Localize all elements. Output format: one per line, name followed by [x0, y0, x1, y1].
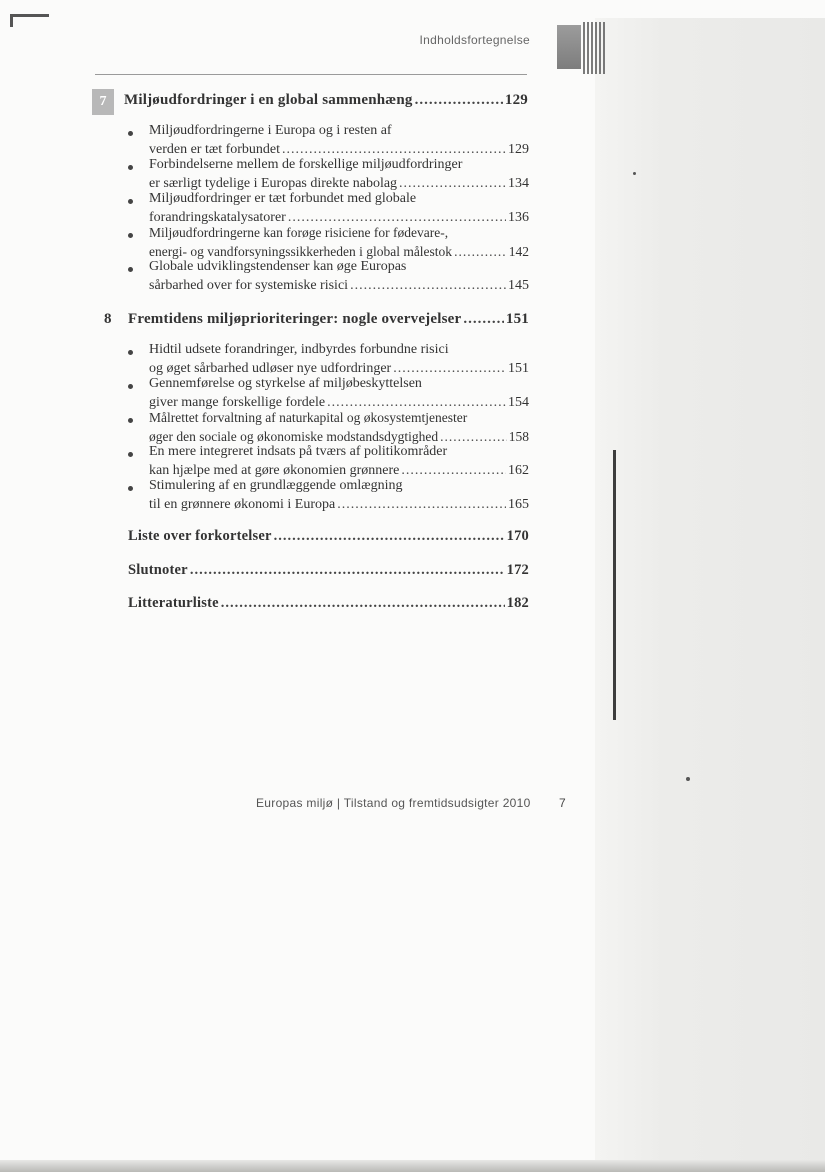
toc-item-page: 165: [508, 497, 529, 512]
toc-item-page: 134: [508, 176, 529, 191]
toc-item-line: Hidtil udsete forandringer, indbyrdes forbundne risici: [149, 342, 449, 357]
bullet: [128, 165, 133, 170]
crop-mark: [10, 14, 49, 27]
thumb-tab-ticks: [583, 22, 605, 74]
toc-item-line: forandringskatalysatorer: [149, 210, 286, 225]
dot-leader: [337, 496, 506, 514]
toc-item-line: sårbarhed over for systemiske risici: [149, 278, 349, 293]
toc-abbreviations[interactable]: [128, 528, 529, 545]
chapter-number-badge: 7: [92, 89, 114, 115]
toc-item-page: 136: [508, 210, 529, 225]
scan-speck: [633, 172, 636, 175]
chapter-title: Fremtidens miljøprioriteringer: nogle overvejelser: [128, 311, 462, 327]
bullet: [128, 350, 133, 355]
toc-item-line: Målrettet forvaltning af naturkapital og økosystemtjenester: [149, 410, 468, 425]
bullet: [128, 233, 133, 238]
bullet: [128, 131, 133, 136]
toc-item-page: 162: [508, 463, 529, 478]
back-matter-page: 170: [506, 528, 529, 544]
toc-item-line: øger den sociale og økonomiske modstandsdygtighed: [149, 429, 439, 444]
toc-item-line: En mere integreret indsats på tværs af politikområder: [149, 444, 448, 459]
toc-item-page: 145: [508, 278, 529, 293]
dot-leader: [274, 528, 505, 545]
dot-leader: [190, 562, 505, 579]
toc-endnotes[interactable]: [128, 562, 529, 579]
toc-item-line: Forbindelserne mellem de forskellige miljøudfordringer: [149, 157, 463, 172]
back-matter-title: Liste over forkortelser: [128, 528, 272, 544]
chapter-page: 129: [504, 92, 528, 108]
toc-item-line: Gennemførelse og styrkelse af miljøbeskyttelsen: [149, 376, 422, 391]
toc-item-page: 129: [508, 142, 529, 157]
thumb-tab: [557, 25, 581, 69]
toc-item-page: 154: [508, 395, 529, 410]
dot-leader: [440, 428, 507, 446]
chapter-page: 151: [505, 311, 529, 327]
scan-speck: [686, 777, 690, 781]
toc-item-page: 142: [508, 244, 529, 259]
toc-item-line: Miljøudfordringerne kan forøge risiciene for fødevare-,: [149, 225, 449, 240]
chapter-title: Miljøudfordringer i en global sammenhæng: [124, 92, 413, 108]
toc-chapter-8[interactable]: [128, 311, 529, 328]
running-header: Indholdsfortegnelse: [419, 33, 530, 47]
page-number: 7: [559, 796, 566, 810]
back-matter-title: Slutnoter: [128, 562, 188, 578]
chapter-number: 8: [104, 311, 112, 327]
toc-item-line: kan hjælpe med at gøre økonomien grønnere: [149, 463, 400, 478]
footer-publication: Europas miljø | Tilstand og fremtidsudsigter 2010: [256, 796, 531, 810]
toc-item-line: til en grønnere økonomi i Europa: [149, 497, 336, 512]
bullet: [128, 486, 133, 491]
dot-leader: [463, 311, 504, 328]
toc-bibliography[interactable]: [128, 595, 529, 612]
back-matter-page: 182: [506, 595, 529, 611]
toc-item-line: er særligt tydelige i Europas direkte nabolag: [149, 176, 398, 191]
toc-item-line: Miljøudfordringer er tæt forbundet med globale: [149, 191, 417, 206]
scan-shadow: [595, 18, 825, 1172]
bullet: [128, 418, 133, 423]
toc-item[interactable]: [149, 496, 529, 514]
toc-item-page: 151: [508, 361, 529, 376]
back-matter-page: 172: [506, 562, 529, 578]
toc-item-line: Globale udviklingstendenser kan øge Europas: [149, 259, 407, 274]
bullet: [128, 267, 133, 272]
scan-bottom-edge: [0, 1160, 825, 1172]
bullet: [128, 384, 133, 389]
bullet: [128, 452, 133, 457]
toc-item-line: giver mange forskellige fordele: [149, 395, 326, 410]
toc-item[interactable]: [149, 277, 529, 295]
toc-item-line: Miljøudfordringerne i Europa og i resten af: [149, 123, 392, 138]
dot-leader: [415, 92, 503, 109]
dot-leader: [221, 595, 505, 612]
toc-item-line: Stimulering af en grundlæggende omlægning: [149, 478, 403, 493]
header-rule: [95, 74, 527, 75]
toc-item-line: og øget sårbarhed udløser nye udfordringer: [149, 361, 392, 376]
toc-item-line: verden er tæt forbundet: [149, 142, 281, 157]
toc-chapter-7[interactable]: [124, 92, 528, 109]
toc-item-page: 158: [508, 429, 529, 444]
dot-leader: [350, 277, 506, 295]
toc-item-line: energi- og vandforsyningssikkerheden i global målestok: [149, 244, 453, 259]
bullet: [128, 199, 133, 204]
dot-leader: [454, 243, 507, 261]
dot-leader: [401, 462, 506, 480]
margin-rule: [613, 450, 616, 720]
back-matter-title: Litteraturliste: [128, 595, 219, 611]
